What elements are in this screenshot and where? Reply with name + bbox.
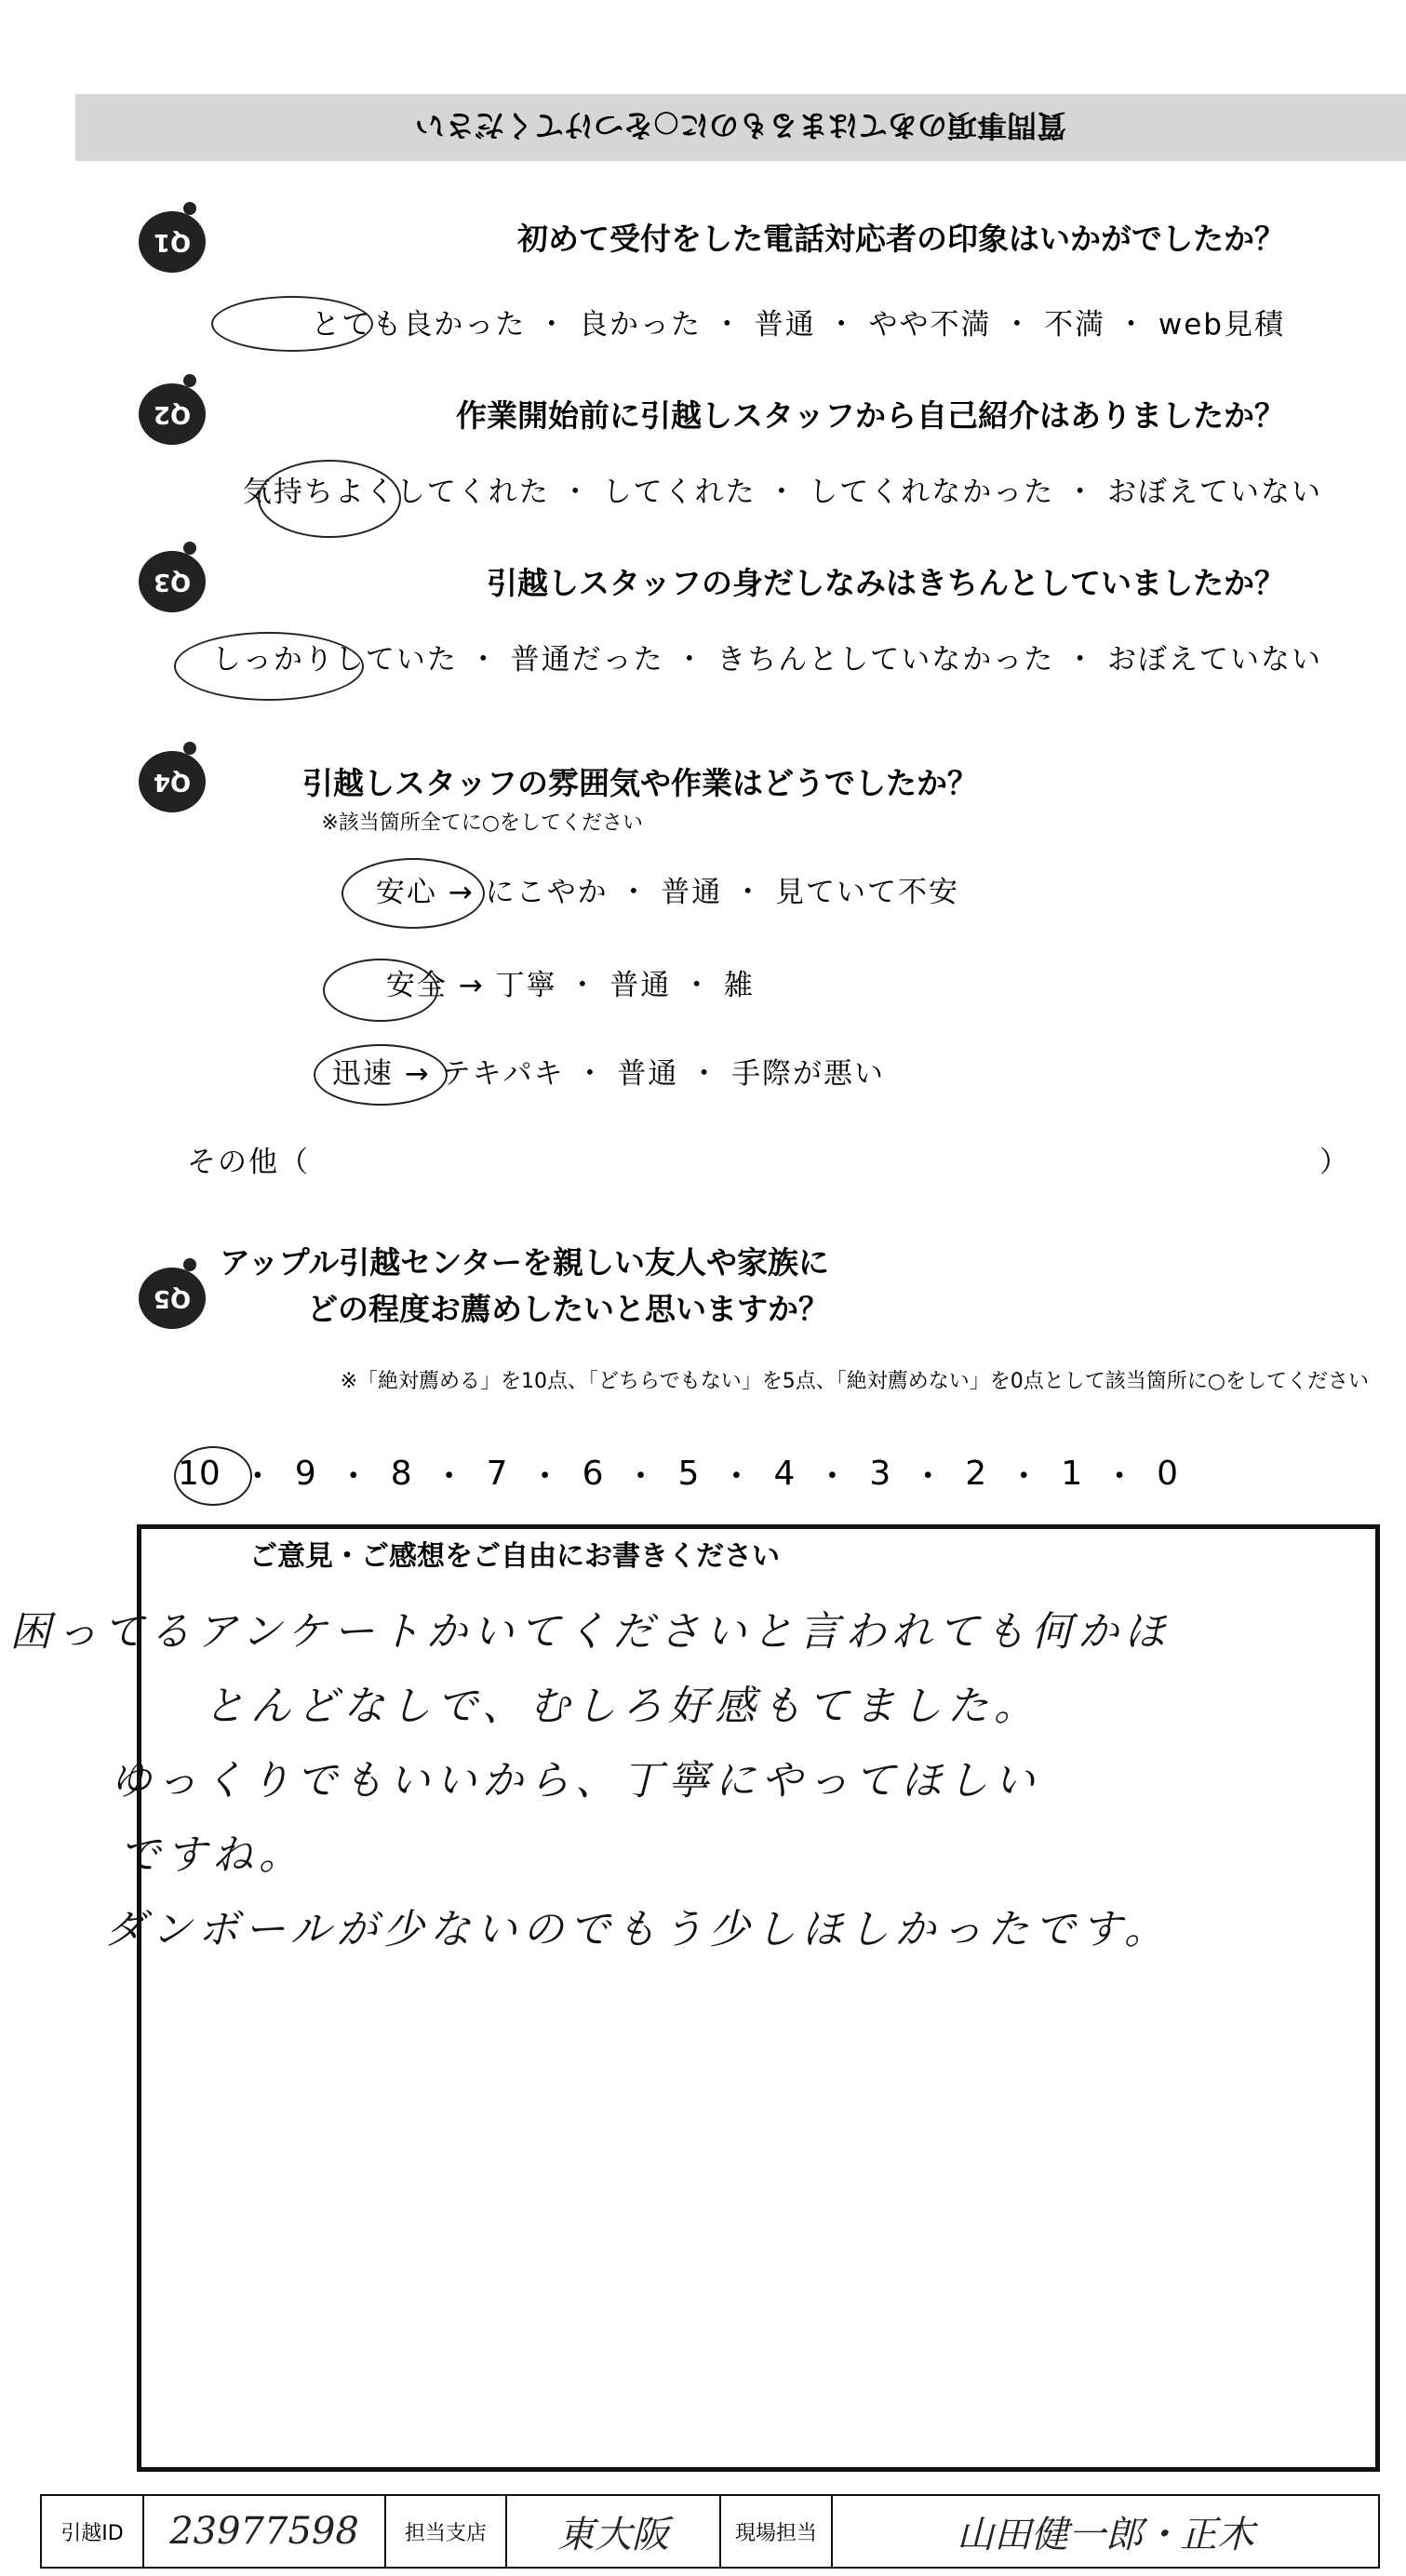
scale-separator: ・ — [1103, 1456, 1137, 1496]
q1-badge: Q1 — [139, 211, 206, 273]
q4-other — [187, 1138, 1350, 1180]
q4-row-label: 安心 — [375, 876, 437, 909]
q3-selection-circle — [174, 632, 364, 701]
q4-row-label: 迅速 — [331, 1057, 394, 1091]
q4-anzen-circle — [323, 959, 438, 1022]
q4-other-label: その他（ — [187, 1146, 310, 1179]
q2-options: 気持ちよくしてくれた ・ してくれた ・ してくれなかった ・ おぼえていない — [242, 476, 1322, 509]
scale-separator: ・ — [815, 1456, 850, 1496]
q4-row-anzen: 安全 → 丁寧 ・ 普通 ・ 雑 — [385, 969, 755, 1002]
scale-separator: ・ — [911, 1456, 945, 1496]
q4-question: 引越しスタッフの雰囲気や作業はどうでしたか？ — [302, 765, 978, 801]
q5-question-line2: どの程度お薦めしたいと思いますか？ — [307, 1291, 829, 1327]
q4-row-options: にこやか ・ 普通 ・ 見ていて不安 — [485, 876, 959, 909]
q2-badge: Q2 — [139, 383, 206, 445]
id-value: 23977598 — [144, 2496, 386, 2567]
scale-separator: ・ — [719, 1456, 754, 1496]
id-label: 引越ID — [42, 2496, 144, 2567]
scale-value-2[interactable]: 2 — [965, 1454, 987, 1493]
q5-question-line1: アップル引越センターを親しい友人や家族に — [219, 1244, 829, 1281]
scale-separator: ・ — [336, 1456, 370, 1496]
comment-line-4: ですね。 — [119, 1831, 305, 1879]
q4-anshin-circle — [341, 858, 485, 929]
q4-other-close: ） — [1319, 1146, 1350, 1179]
comment-line-3: ゆっくりでもいいから、丁寧にやってほしい — [110, 1757, 1040, 1805]
scale-value-3[interactable]: 3 — [869, 1454, 891, 1493]
scale-value-1[interactable]: 1 — [1061, 1454, 1083, 1493]
q4-row-options: テキパキ ・ 普通 ・ 手際が悪い — [441, 1057, 885, 1091]
comment-box — [9, 1524, 1380, 2472]
q3-badge: Q3 — [139, 551, 206, 612]
comment-title: ご意見・ご感想をご自由にお書きください — [249, 1540, 780, 1573]
q4-row-options: 丁寧 ・ 普通 ・ 雑 — [495, 969, 755, 1002]
instruction-text: 質問事項のあてはまるものに○をつけてください — [415, 108, 1066, 143]
header-row — [40, 2494, 1380, 2569]
branch-label: 担当支店 — [386, 2496, 507, 2567]
q4-row-label: 安全 — [385, 969, 448, 1002]
instruction-bar — [75, 94, 1406, 161]
scale-value-5[interactable]: 5 — [677, 1454, 700, 1493]
scale-separator: ・ — [1007, 1456, 1041, 1496]
q4-jinsoku-circle — [314, 1044, 448, 1106]
scale-separator: ・ — [623, 1456, 658, 1496]
scale-value-0[interactable]: 0 — [1157, 1454, 1179, 1493]
q4-badge: Q4 — [139, 751, 206, 812]
q3-question: 引越しスタッフの身だしなみはきちんとしていましたか？ — [487, 565, 1285, 601]
q5-scale — [178, 1445, 1350, 1501]
comment-line-2: とんどなしで、むしろ好感もてました。 — [203, 1683, 1040, 1730]
q5-selection-circle — [174, 1446, 252, 1506]
scale-separator: ・ — [240, 1456, 275, 1496]
scale-value-4[interactable]: 4 — [773, 1454, 796, 1493]
q3-options: しっかりしていた ・ 普通だった ・ きちんとしていなかった ・ おぼえていない — [211, 643, 1322, 677]
scale-value-6[interactable]: 6 — [582, 1454, 604, 1493]
scale-separator: ・ — [432, 1456, 466, 1496]
q4-row-anshin: 安心 → にこやか ・ 普通 ・ 見ていて不安 — [375, 876, 959, 909]
scale-value-10[interactable]: 10 — [178, 1454, 221, 1493]
scale-value-7[interactable]: 7 — [486, 1454, 508, 1493]
q2-question: 作業開始前に引越しスタッフから自己紹介はありましたか？ — [456, 397, 1285, 434]
comment-line-1: 困ってるアンケートかいてくださいと言われても何かほ — [9, 1608, 1171, 1656]
branch-value: 東大阪 — [507, 2496, 721, 2567]
q5-badge: Q5 — [139, 1268, 206, 1329]
q1-question: 初めて受付をした電話対応者の印象はいかがでしたか？ — [517, 221, 1285, 257]
q1-selection-circle — [211, 296, 373, 352]
scale-separator: ・ — [528, 1456, 562, 1496]
comment-line-5: ダンボールが少ないのでもう少しほしかったです。 — [103, 1906, 1171, 1953]
person-label: 現場担当 — [721, 2496, 833, 2567]
q4-row-jinsoku: 迅速 → テキパキ ・ 普通 ・ 手際が悪い — [331, 1057, 885, 1091]
scale-value-8[interactable]: 8 — [390, 1454, 412, 1493]
q1-options: とても良かった ・ 良かった ・ 普通 ・ やや不満 ・ 不満 ・ web見積 — [311, 308, 1285, 342]
q2-selection-circle — [258, 460, 401, 538]
scale-value-9[interactable]: 9 — [294, 1454, 316, 1493]
q4-note: ※該当箇所全てに○をしてください — [321, 812, 643, 835]
person-value: 山田健一郎・正木 — [957, 2513, 1254, 2556]
q5-note: ※「絶対薦める」を10点、「どちらでもない」を5点、「絶対薦めない」を0点として該当箇所に○をしてください — [340, 1370, 1369, 1393]
